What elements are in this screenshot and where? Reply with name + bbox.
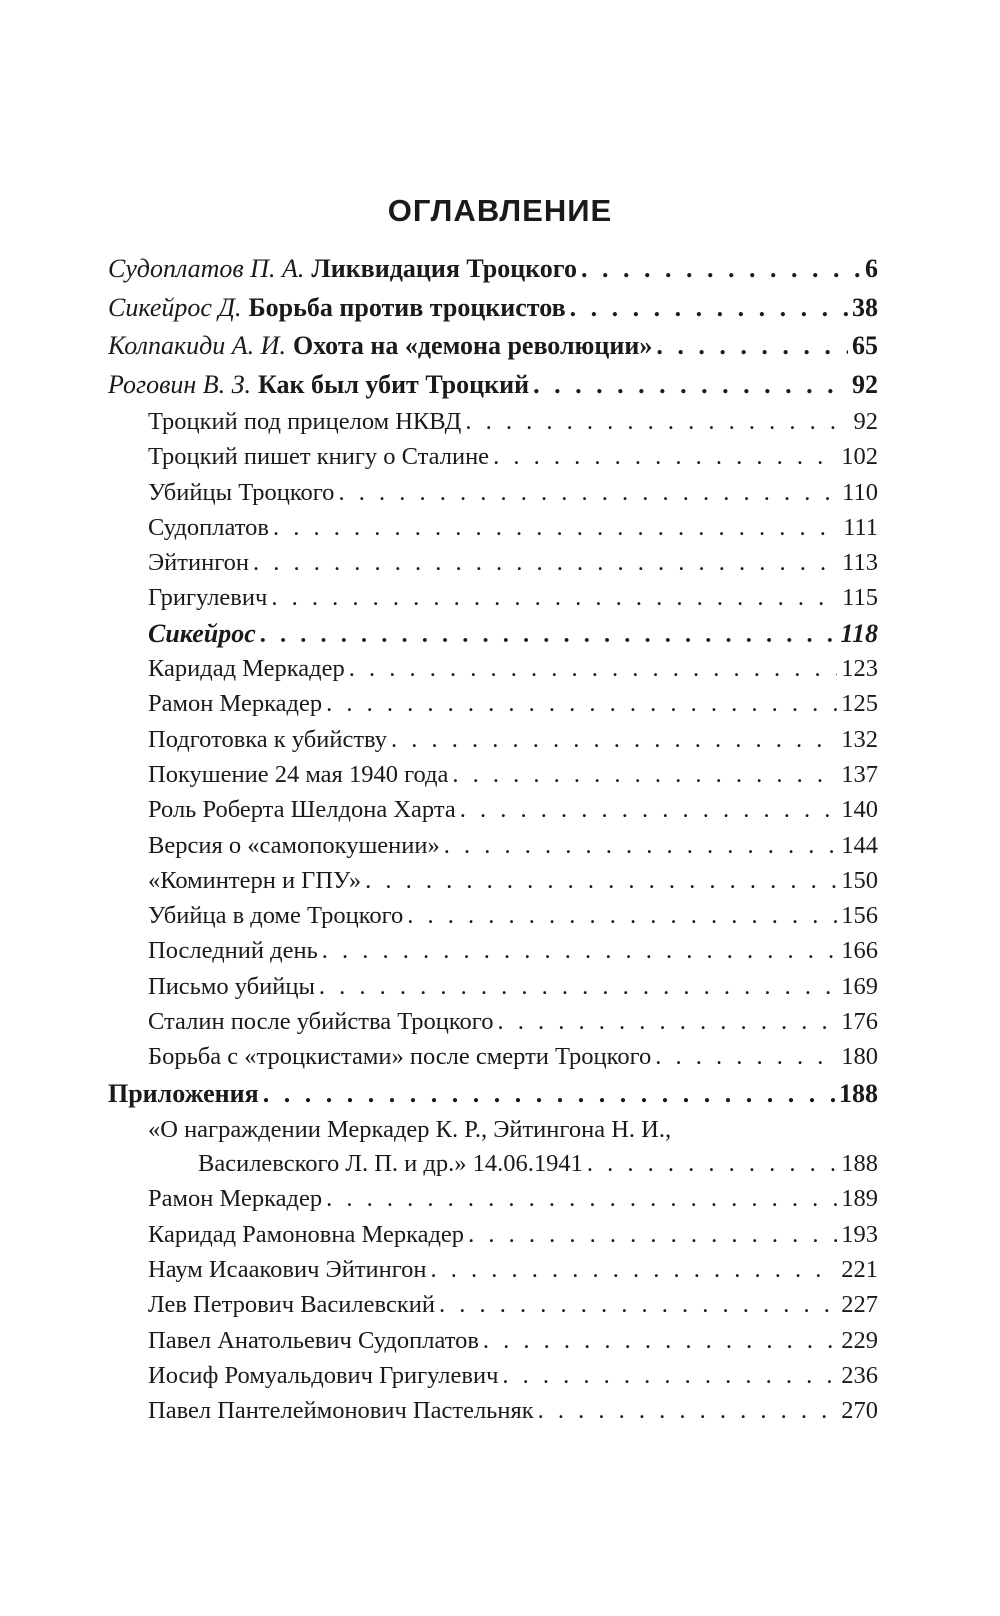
chapter-title: Версия о «самопокушении» xyxy=(148,831,440,859)
toc-entry xyxy=(108,250,878,289)
appendix-item-title: Павел Анатольевич Судоплатов xyxy=(148,1326,479,1354)
dot-leader xyxy=(319,969,837,1004)
toc-chapter xyxy=(108,898,878,933)
appendix-item-page-number: 227 xyxy=(841,1291,878,1319)
toc-chapter xyxy=(108,651,878,686)
entry-author: Сикейрос Д. xyxy=(108,292,242,322)
toc-appendix-item xyxy=(108,1287,878,1322)
entry-author: Роговин В. З. xyxy=(108,369,252,399)
toc-chapter xyxy=(108,1004,878,1039)
toc-chapter xyxy=(108,722,878,757)
dot-leader xyxy=(439,1287,837,1322)
chapter-page-number: 115 xyxy=(842,584,878,612)
toc-appendix-item xyxy=(108,1252,878,1287)
chapter-page-number: 102 xyxy=(841,443,878,471)
appendix-item-title: Лев Петрович Василевский xyxy=(148,1291,435,1319)
dot-leader xyxy=(407,898,837,933)
dot-leader xyxy=(460,792,838,827)
dot-leader xyxy=(326,686,837,721)
toc-appendix-item xyxy=(108,1217,878,1252)
chapter-page-number: 132 xyxy=(841,725,878,753)
appendix-item-title: Иосиф Ромуальдович Григулевич xyxy=(148,1361,499,1389)
chapter-title: Покушение 24 мая 1940 года xyxy=(148,760,449,788)
appendix-item-page-number: 193 xyxy=(841,1220,878,1248)
chapter-title: Подготовка к убийству xyxy=(148,725,388,753)
chapter-page-number: 113 xyxy=(842,549,878,577)
dot-leader xyxy=(444,828,837,863)
appendix-item-page-number: 236 xyxy=(841,1361,878,1389)
chapter-page-number: 125 xyxy=(841,690,878,718)
chapter-title: Роль Роберта Шелдона Харта xyxy=(148,796,456,824)
appendix-item-title: Павел Пантелеймонович Пастельняк xyxy=(148,1397,534,1425)
entry-author: Судоплатов П. А. xyxy=(108,254,305,283)
dot-leader xyxy=(431,1252,838,1287)
appendix-page-number: 188 xyxy=(839,1078,878,1108)
chapter-title: Сталин после убийства Троцкого xyxy=(148,1008,494,1036)
dot-leader xyxy=(260,617,837,651)
chapter-page-number: 92 xyxy=(853,408,878,435)
appendix-item-title: Каридад Рамоновна Меркадер xyxy=(148,1220,465,1248)
appendix-title: Приложения xyxy=(108,1078,259,1108)
chapter-page-number: 144 xyxy=(841,831,878,859)
dot-leader xyxy=(263,1075,835,1114)
chapter-title: Троцкий под прицелом НКВД xyxy=(148,408,462,435)
dot-leader xyxy=(452,757,837,792)
entry-page-number: 92 xyxy=(852,369,878,399)
toc-chapter xyxy=(108,439,878,474)
entry-title: Ликвидация Троцкого xyxy=(311,254,577,283)
dot-leader xyxy=(533,366,848,405)
dot-leader xyxy=(338,475,838,510)
dot-leader xyxy=(587,1146,837,1181)
chapter-page-number: 166 xyxy=(841,937,878,965)
toc-chapter xyxy=(108,545,878,580)
chapter-title: Сикейрос xyxy=(148,618,256,648)
chapter-page-number: 140 xyxy=(841,796,878,824)
chapter-title: «Коминтерн и ГПУ» xyxy=(148,866,362,894)
toc-appendix-item xyxy=(108,1181,878,1216)
dot-leader xyxy=(656,327,848,366)
appendix-item-title-line2: Василевского Л. П. и др.» 14.06.1941 xyxy=(198,1150,583,1178)
chapter-title: Борьба с «троцкистами» после смерти Троцкого xyxy=(148,1043,652,1071)
entry-title: Охота на «демона революции» xyxy=(292,331,653,360)
dot-leader xyxy=(538,1393,838,1428)
table-of-contents xyxy=(108,250,878,1429)
chapter-page-number: 169 xyxy=(841,972,878,1000)
chapter-title: Каридад Меркадер xyxy=(148,655,345,683)
dot-leader xyxy=(253,545,838,580)
chapter-page-number: 123 xyxy=(841,655,878,683)
dot-leader xyxy=(271,580,838,615)
toc-chapter xyxy=(108,863,878,898)
toc-chapter xyxy=(108,580,878,615)
chapter-page-number: 156 xyxy=(841,902,878,930)
dot-leader xyxy=(468,1217,837,1252)
dot-leader xyxy=(365,863,837,898)
entry-author: Колпакиди А. И. xyxy=(108,331,286,360)
entry-page-number: 6 xyxy=(865,254,878,283)
toc-chapter xyxy=(108,933,878,968)
toc-entry xyxy=(108,289,878,328)
toc-appendix-item xyxy=(108,1393,878,1428)
appendix-item-title: Наум Исаакович Эйтингон xyxy=(148,1256,427,1284)
toc-chapter xyxy=(108,404,878,439)
toc-chapter xyxy=(108,510,878,545)
appendix-item-title-line1: «О награждении Меркадер К. Р., Эйтингона Н. И., xyxy=(148,1116,672,1144)
toc-chapter xyxy=(108,969,878,1004)
chapter-title: Григулевич xyxy=(148,584,268,612)
toc-appendix-item xyxy=(108,1146,878,1181)
chapter-page-number: 137 xyxy=(841,760,878,788)
dot-leader xyxy=(655,1039,837,1074)
chapter-page-number: 110 xyxy=(842,478,878,506)
dot-leader xyxy=(581,250,861,289)
chapter-page-number: 176 xyxy=(841,1008,878,1036)
entry-title: Борьба против троцкистов xyxy=(248,292,566,322)
chapter-page-number: 118 xyxy=(840,618,878,648)
appendix-item-page-number: 270 xyxy=(841,1397,878,1425)
dot-leader xyxy=(465,404,849,439)
appendix-item-title: Рамон Меркадер xyxy=(148,1185,323,1213)
appendix-item-page-number: 221 xyxy=(841,1256,878,1284)
dot-leader xyxy=(326,1181,837,1216)
chapter-title: Троцкий пишет книгу о Сталине xyxy=(148,443,490,471)
toc-entry xyxy=(108,327,878,366)
toc-chapter xyxy=(108,792,878,827)
dot-leader xyxy=(391,722,837,757)
chapter-page-number: 180 xyxy=(841,1043,878,1071)
chapter-page-number: 111 xyxy=(843,513,878,541)
page-title: ОГЛАВЛЕНИЕ xyxy=(387,193,613,228)
appendix-item-page-number: 188 xyxy=(841,1150,878,1178)
dot-leader xyxy=(502,1358,837,1393)
chapter-title: Судоплатов xyxy=(148,513,269,541)
dot-leader xyxy=(273,510,839,545)
dot-leader xyxy=(570,289,848,328)
chapter-title: Убийца в доме Троцкого xyxy=(148,902,404,930)
toc-chapter xyxy=(108,757,878,792)
entry-title: Как был убит Троцкий xyxy=(258,369,530,399)
toc-appendix-item xyxy=(108,1358,878,1393)
dot-leader xyxy=(493,439,837,474)
entry-page-number: 65 xyxy=(852,331,878,360)
chapter-title: Эйтингон xyxy=(148,549,250,577)
chapter-page-number: 150 xyxy=(841,866,878,894)
toc-chapter xyxy=(108,475,878,510)
chapter-title: Последний день xyxy=(148,937,318,965)
toc-chapter xyxy=(108,686,878,721)
dot-leader xyxy=(497,1004,837,1039)
chapter-title: Убийцы Троцкого xyxy=(148,478,335,506)
toc-chapter xyxy=(108,1039,878,1074)
chapter-title: Письмо убийцы xyxy=(148,972,315,1000)
toc-appendix-entry xyxy=(108,1075,878,1114)
dot-leader xyxy=(349,651,837,686)
toc-chapter xyxy=(108,828,878,863)
toc-appendix-item xyxy=(108,1323,878,1358)
appendix-item-page-number: 229 xyxy=(841,1326,878,1354)
dot-leader xyxy=(322,933,837,968)
chapter-title: Рамон Меркадер xyxy=(148,690,323,718)
appendix-item-page-number: 189 xyxy=(841,1185,878,1213)
dot-leader xyxy=(483,1323,837,1358)
entry-page-number: 38 xyxy=(852,292,878,322)
toc-entry xyxy=(108,366,878,405)
toc-chapter-emphasized xyxy=(108,616,878,651)
